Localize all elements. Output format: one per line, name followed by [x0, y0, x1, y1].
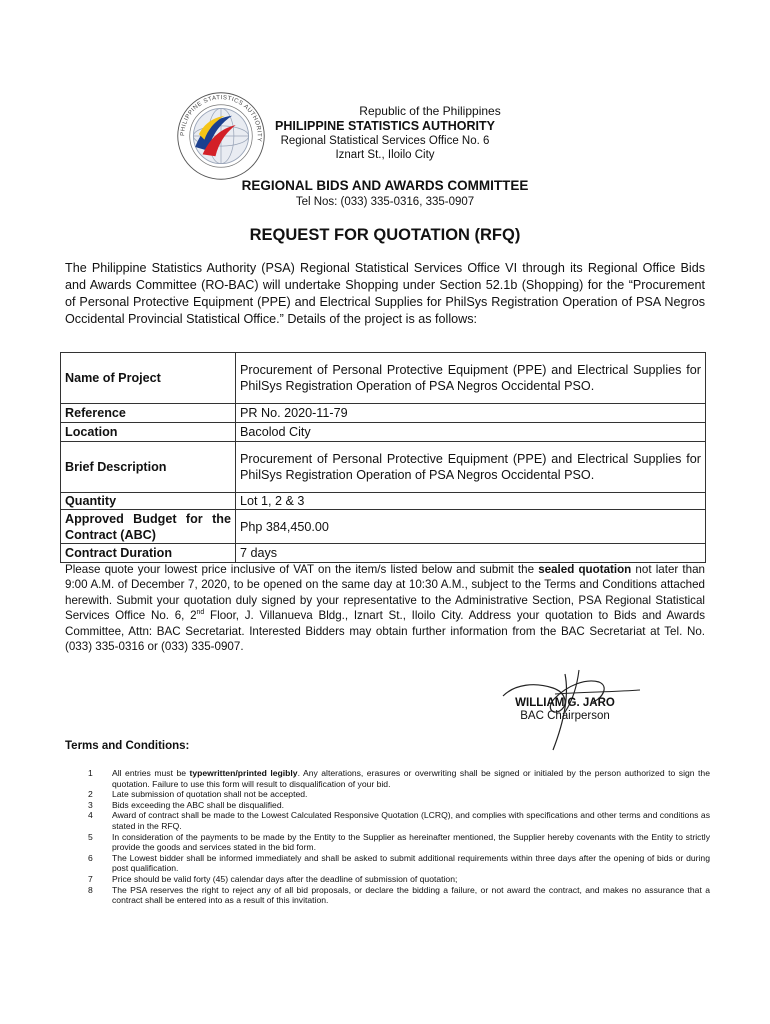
term-number: 1: [88, 768, 93, 778]
term-text: [112, 768, 710, 789]
table-row: [61, 493, 706, 510]
row-value: PR No. 2020-11-79: [236, 404, 706, 423]
row-label: Name of Project: [61, 353, 236, 404]
term-text-part: All entries must be: [112, 768, 190, 778]
list-item: [80, 874, 710, 885]
term-number: 8: [88, 884, 93, 895]
row-value: 7 days: [236, 544, 706, 563]
term-text: Bids exceeding the ABC shall be disqualified.: [112, 799, 284, 810]
term-text: Price should be valid forty (45) calendar days after the deadline of submission of quotation;: [112, 873, 458, 884]
term-number: 6: [88, 852, 93, 863]
project-details-table: [60, 352, 706, 563]
list-item: [80, 885, 710, 906]
table-row: [61, 510, 706, 544]
body-text-2: not later than 9:00 A.M. of December 7, 2020, to be opened on the same day at 10:30 A.M., subject to the Terms and Conditions attached herewith. Submit your quotation duly signed by your representative to the Administrative Section, PSA Regional Statistical Services Office No. 6, 2: [65, 563, 705, 623]
term-text: The Lowest bidder shall be informed immediately and shall be asked to submit additional requirements within three days after the opening of bids or during post qualification.: [112, 852, 710, 874]
terms-heading: Terms and Conditions:: [65, 740, 190, 752]
list-item: [80, 789, 710, 800]
row-label: Approved Budget for the Contract (ABC): [61, 510, 236, 544]
list-item: [80, 800, 710, 811]
table-row: [61, 423, 706, 442]
body-superscript: nd: [196, 609, 205, 617]
signatory-name: WILLIAM G. JARO: [515, 697, 615, 709]
body-text-1: Please quote your lowest price inclusive of VAT on the item/s listed below and submit the: [65, 563, 539, 576]
table-row: [61, 404, 706, 423]
term-text: In consideration of the payments to be made by the Entity to the Supplier as hereinafter mentioned, the Supplier hereby covenants with the Entity to strictly provide the goods and services stated in the bid form.: [112, 831, 710, 853]
header-tel: Tel Nos: (033) 335-0316, 335-0907: [295, 196, 475, 208]
row-label: Reference: [61, 404, 236, 423]
body-text-3: Floor, J. Villanueva Bldg., Iznart St., Iloilo City. Address your quotation to Bids and Awards Committee, Attn: BAC Secretariat. Interested Bidders may obtain further information from the BAC Secretariat at Tel. No.(033) 335-0316 or (033) 335-0907.: [65, 609, 705, 654]
row-label: Contract Duration: [61, 544, 236, 563]
intro-paragraph: The Philippine Statistics Authority (PSA) Regional Statistical Services Office VI through its Regional Office Bids and Awards Committee (RO-BAC) will undertake Shopping under Section 52.1b (Shopping) for the “Procurement of Personal Protective Equipment (PPE) and Electrical Supplies for PhilSys Registration Operation of PSA Negros Occidental Provincial Statistical Office.” Details of the project is as follows:: [65, 261, 705, 326]
row-label: Location: [61, 423, 236, 442]
term-text: The PSA reserves the right to reject any of all bid proposals, or declare the bidding a failure, or not award the contract, and makes no assurance that a contract shall be entered into as a result of this invitation.: [112, 884, 710, 906]
header-agency-name: PHILIPPINE STATISTICS AUTHORITY: [275, 119, 495, 133]
table-row: [61, 544, 706, 563]
row-value: Procurement of Personal Protective Equipment (PPE) and Electrical Supplies for PhilSys Registration Operation of PSA Negros Occidental PSO.: [236, 353, 706, 404]
term-number: 2: [88, 789, 93, 800]
list-item: [80, 832, 710, 853]
seal-ring-text: PHILIPPINE STATISTICS AUTHORITY: [180, 95, 262, 143]
terms-list: [80, 768, 710, 906]
instructions-paragraph: [65, 562, 705, 654]
body-bold-sealed-quotation: sealed quotation: [538, 563, 632, 576]
table-row: [61, 442, 706, 493]
row-value: Bacolod City: [236, 423, 706, 442]
row-label: Quantity: [61, 493, 236, 510]
list-item: [80, 853, 710, 874]
header-committee: REGIONAL BIDS AND AWARDS COMMITTEE: [241, 178, 529, 193]
term-text-part: . Any alterations, erasures or overwriting shall be signed or initialed by the person authorized to sign the quotation. Failure to use this form will result to disqualification of your bid.: [112, 768, 710, 789]
term-number: 7: [88, 873, 93, 884]
document-title: REQUEST FOR QUOTATION (RFQ): [249, 226, 521, 244]
header-office: Regional Statistical Services Office No. 6: [280, 135, 490, 147]
handwritten-signature: [495, 664, 645, 754]
term-text: Late submission of quotation shall not be accepted.: [112, 789, 308, 800]
table-row: [61, 353, 706, 404]
row-value: Lot 1, 2 & 3: [236, 493, 706, 510]
term-number: 4: [88, 810, 93, 821]
term-text-bold: typewritten/printed legibly: [189, 768, 298, 778]
header-address: Iznart St., Iloilo City: [335, 149, 435, 161]
row-label: Brief Description: [61, 442, 236, 493]
term-text: Award of contract shall be made to the Lowest Calculated Responsive Quotation (LCRQ), and complies with specifications and other terms and conditions as stated in the RFQ.: [112, 810, 710, 831]
list-item: [80, 768, 710, 789]
signatory-title: BAC Chairperson: [520, 710, 610, 722]
term-number: 5: [88, 831, 93, 842]
row-value: Php 384,450.00: [236, 510, 706, 544]
list-item: [80, 810, 710, 831]
term-number: 3: [88, 799, 93, 810]
row-value: Procurement of Personal Protective Equipment (PPE) and Electrical Supplies for PhilSys Registration Operation of PSA Negros Occidental PSO.: [236, 442, 706, 493]
header-republic: Republic of the Philippines: [359, 104, 501, 118]
